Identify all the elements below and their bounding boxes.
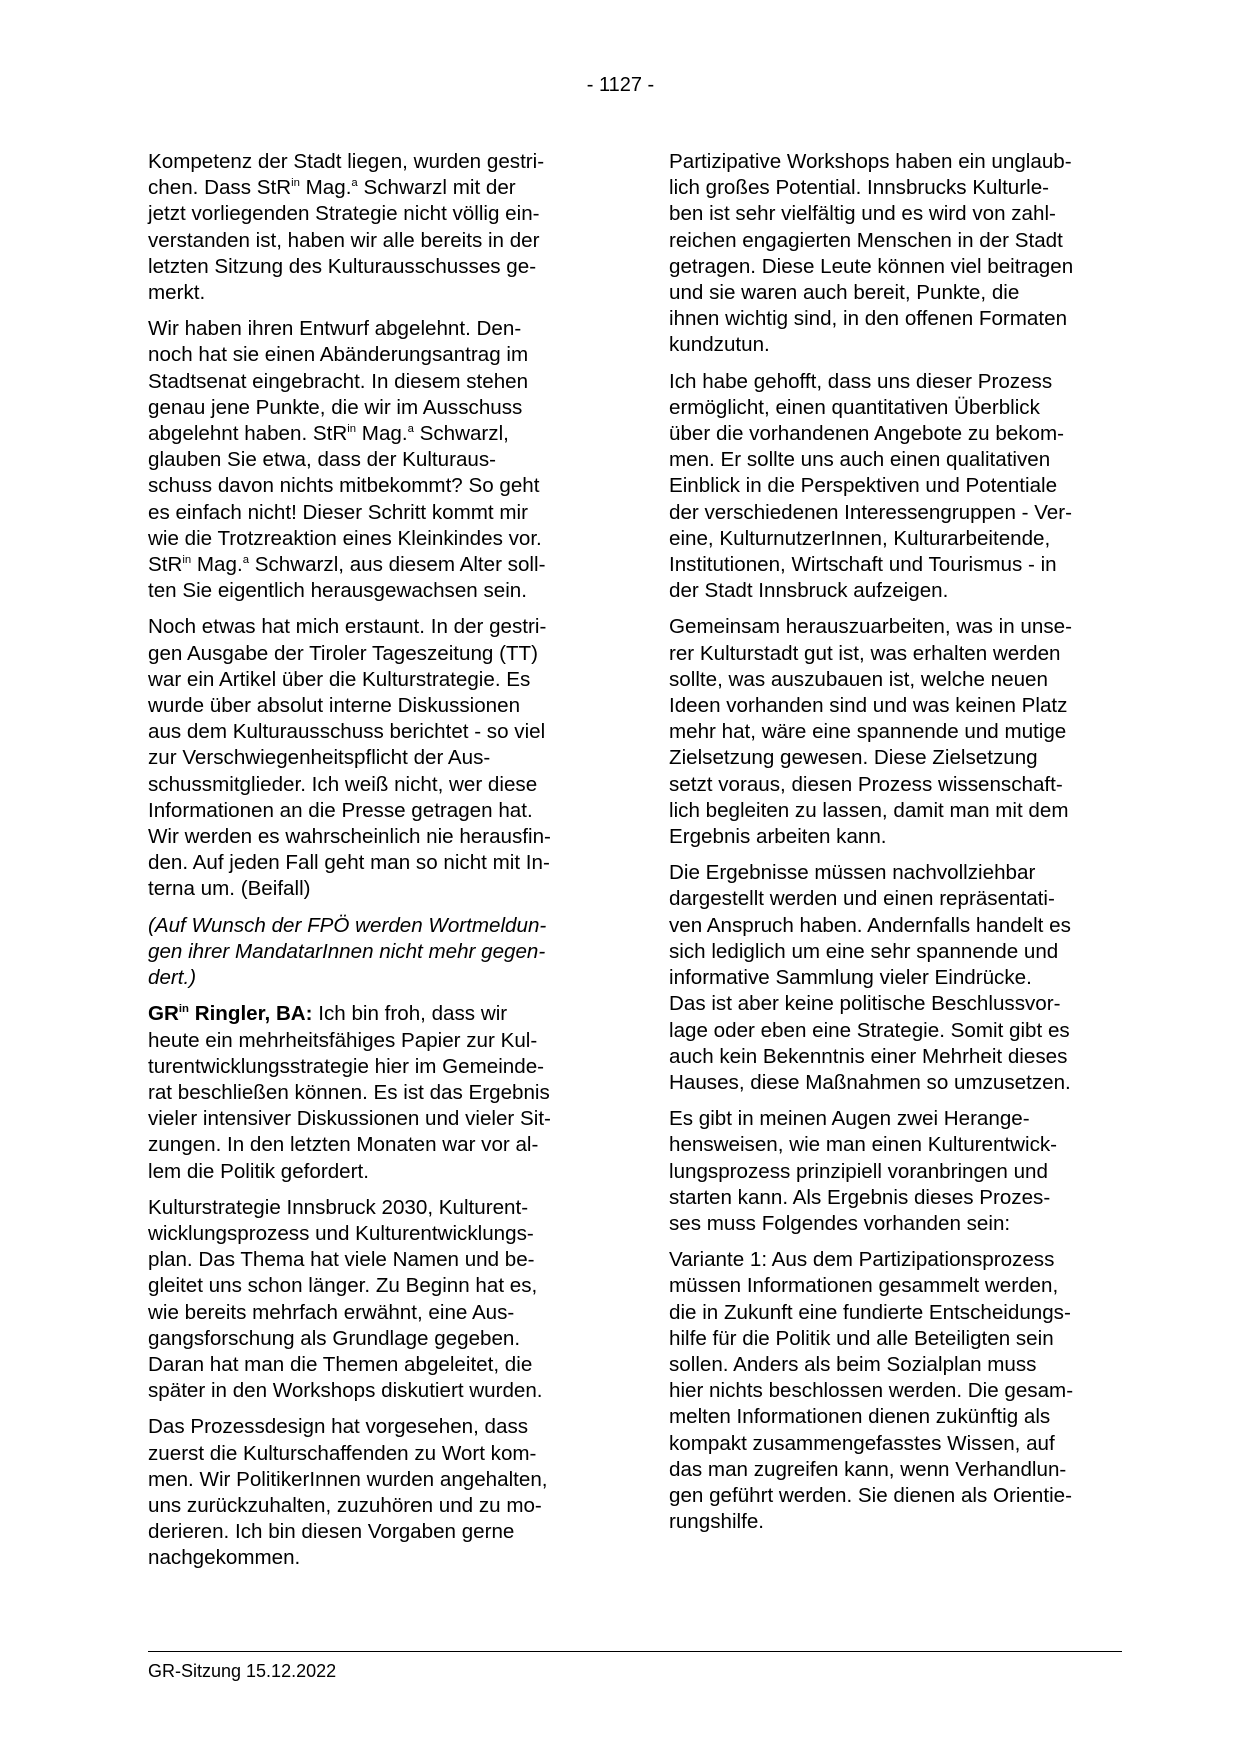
- text-line: Variante 1: Aus dem Partizipationsprozess: [669, 1248, 1055, 1272]
- text-line: sollen. Anders als beim Sozialplan muss: [669, 1352, 1037, 1376]
- text-line: dert.): [148, 966, 197, 990]
- text-line: getragen. Diese Leute können viel beitragen: [669, 254, 1074, 278]
- paragraph: [148, 316, 603, 604]
- text-line: ben ist sehr vielfältig und es wird von zahl-: [669, 202, 1056, 226]
- text-line: eine, KulturnutzerInnen, Kulturarbeitende,: [669, 526, 1051, 550]
- text-line: uns zurückzuhalten, zuzuhören und zu mo-: [148, 1493, 542, 1517]
- text-line: rat beschließen können. Es ist das Ergebnis: [148, 1080, 550, 1104]
- text-line: Ergebnis arbeiten kann.: [669, 825, 887, 849]
- text-line: vieler intensiver Diskussionen und vieler Sit-: [148, 1107, 551, 1131]
- text-line: wie die Trotzreaktion eines Kleinkindes vor.: [148, 526, 542, 550]
- text-line: schussmitglieder. Ich weiß nicht, wer diese: [148, 772, 538, 796]
- text-line: reichen engagierten Menschen in der Stadt: [669, 228, 1063, 252]
- text-line: sollte, was auszubauen ist, welche neuen: [669, 667, 1048, 691]
- text-line: jetzt vorliegenden Strategie nicht völlig ein-: [148, 202, 540, 226]
- text-line: $GR^{in}$ Ringler, BA: Ich bin froh, dass wir: [148, 1002, 508, 1026]
- text-line: hier nichts beschlossen werden. Die gesam-: [669, 1379, 1074, 1403]
- text-line: rer Kulturstadt gut ist, was erhalten werden: [669, 641, 1061, 665]
- paragraph: [148, 614, 603, 902]
- text-line: nachgekommen.: [148, 1546, 301, 1570]
- paragraph: [669, 149, 1124, 359]
- text-line: ven Anspruch haben. Andernfalls handelt es: [669, 913, 1071, 937]
- paragraph: [669, 1247, 1124, 1535]
- text-line: ermöglicht, einen quantitativen Überblick: [669, 395, 1040, 419]
- text-line: chen. Dass StR$^{in}$ Mag.$^a$ Schwarzl mit der: [148, 176, 516, 200]
- text-line: Es gibt in meinen Augen zwei Herange-: [669, 1107, 1030, 1131]
- text-line: Informationen an die Presse getragen hat.: [148, 798, 533, 822]
- text-line: derieren. Ich bin diesen Vorgaben gerne: [148, 1520, 515, 1544]
- text-line: men. Er sollte uns auch einen qualitativen: [669, 448, 1051, 472]
- text-line: gen ihrer MandatarInnen nicht mehr gegen-: [148, 939, 546, 963]
- text-line: hilfe für die Politik und alle Beteiligten sein: [669, 1326, 1054, 1350]
- text-line: wie bereits mehrfach erwähnt, eine Aus-: [148, 1300, 515, 1324]
- text-line: Das Prozessdesign hat vorgesehen, dass: [148, 1415, 529, 1439]
- text-line: lungsprozess prinzipiell voranbringen und: [669, 1159, 1048, 1183]
- text-line: Ich habe gehofft, dass uns dieser Prozess: [669, 369, 1053, 393]
- text-line: ses muss Folgendes vorhanden sein:: [669, 1211, 1011, 1235]
- text-line: schuss davon nichts mitbekommt? So geht: [148, 474, 540, 498]
- text-line: Gemeinsam herauszuarbeiten, was in unse-: [669, 615, 1072, 639]
- text-line: lage oder eben eine Strategie. Somit gibt es: [669, 1018, 1070, 1042]
- text-line: Daran hat man die Themen abgeleitet, die: [148, 1352, 533, 1376]
- text-line: ihnen wichtig sind, in den offenen Formaten: [669, 307, 1068, 331]
- text-line: Das ist aber keine politische Beschlussvor-: [669, 992, 1061, 1016]
- text-line: später in den Workshops diskutiert wurden.: [148, 1379, 543, 1403]
- text-line: kundzutun.: [669, 333, 770, 357]
- text-line: über die vorhandenen Angebote zu bekom-: [669, 422, 1065, 446]
- text-line: lem die Politik gefordert.: [148, 1159, 369, 1183]
- text-line: lich begleiten zu lassen, damit man mit dem: [669, 798, 1069, 822]
- text-line: glauben Sie etwa, dass der Kulturaus-: [148, 448, 497, 472]
- text-line: men. Wir PolitikerInnen wurden angehalten,: [148, 1467, 548, 1491]
- text-line: starten kann. Als Ergebnis dieses Prozes-: [669, 1185, 1051, 1209]
- text-line: Kompetenz der Stadt liegen, wurden gestri-: [148, 150, 545, 173]
- text-line: aus dem Kulturausschuss berichtet - so viel: [148, 720, 546, 744]
- footer-session-date: GR-Sitzung 15.12.2022: [148, 1661, 337, 1681]
- text-line: gleitet uns schon länger. Zu Beginn hat es,: [148, 1274, 538, 1298]
- text-line: Einblick in die Perspektiven und Potentiale: [669, 474, 1058, 498]
- text-line: Noch etwas hat mich erstaunt. In der gestri-: [148, 615, 547, 639]
- text-line: lich großes Potential. Innsbrucks Kulturle-: [669, 176, 1050, 200]
- text-line: noch hat sie einen Abänderungsantrag im: [148, 343, 529, 367]
- text-line: auch kein Bekenntnis einer Mehrheit dieses: [669, 1044, 1068, 1068]
- text-line: Hauses, diese Maßnahmen so umzusetzen.: [669, 1070, 1071, 1094]
- text-line: gangsforschung als Grundlage gegeben.: [148, 1326, 521, 1350]
- right-column: [669, 149, 1124, 1545]
- text-line: hensweisen, wie man einen Kulturentwick-: [669, 1133, 1058, 1157]
- speaker-name: $GR^{in}$ Ringler, BA:: [148, 1002, 313, 1026]
- text-line: das man zugreifen kann, wenn Verhandlun-: [669, 1457, 1067, 1481]
- text-line: und sie waren auch bereit, Punkte, die: [669, 281, 1020, 305]
- text-line: plan. Das Thema hat viele Namen und be-: [148, 1248, 535, 1272]
- text-line: müssen Informationen gesammelt werden,: [669, 1274, 1059, 1298]
- text-line: turentwicklungsstrategie hier im Gemeinde-: [148, 1054, 545, 1078]
- text-line: gen Ausgabe der Tiroler Tageszeitung (TT): [148, 641, 538, 665]
- text-line: abgelehnt haben. StR$^{in}$ Mag.$^a$ Schwarzl,: [148, 422, 509, 446]
- text-line: heute ein mehrheitsfähiges Papier zur Kul-: [148, 1028, 538, 1052]
- paragraph: [148, 1001, 603, 1184]
- paragraph: [669, 860, 1124, 1096]
- text-line: rungshilfe.: [669, 1510, 765, 1534]
- text-line: gen geführt werden. Sie dienen als Orientie-: [669, 1483, 1072, 1507]
- text-line: StR$^{in}$ Mag.$^a$ Schwarzl, aus diesem Alter soll-: [148, 553, 546, 577]
- text-line: Institutionen, Wirtschaft und Tourismus - in: [669, 553, 1057, 577]
- text-line: sich lediglich um eine sehr spannende und: [669, 939, 1059, 963]
- text-line: genau jene Punkte, die wir im Ausschuss: [148, 395, 523, 419]
- paragraph: [148, 149, 603, 306]
- paragraph: [148, 1414, 603, 1571]
- footer-divider: [148, 1651, 1122, 1652]
- paragraph: [669, 1106, 1124, 1237]
- text-line: Zielsetzung gewesen. Diese Zielsetzung: [669, 746, 1038, 770]
- text-line: kompakt zusammengefasstes Wissen, auf: [669, 1431, 1055, 1455]
- paragraph: [669, 614, 1124, 850]
- text-line: terna um. (Beifall): [148, 877, 311, 901]
- text-line: Wir werden es wahrscheinlich nie herausfin-: [148, 825, 551, 849]
- text-line: ten Sie eigentlich herausgewachsen sein.: [148, 579, 527, 603]
- page-number: - 1127 -: [586, 74, 655, 96]
- text-line: zuerst die Kulturschaffenden zu Wort kom-: [148, 1441, 537, 1465]
- text-line: es einfach nicht! Dieser Schritt kommt mir: [148, 500, 528, 524]
- text-line: den. Auf jeden Fall geht man so nicht mit In-: [148, 851, 550, 875]
- text-line: merkt.: [148, 281, 206, 305]
- text-line: wicklungsprozess und Kulturentwicklungs-: [148, 1221, 534, 1245]
- text-line: melten Informationen dienen zukünftig als: [669, 1405, 1051, 1429]
- text-line: Wir haben ihren Entwurf abgelehnt. Den-: [148, 317, 522, 341]
- text-line: war ein Artikel über die Kulturstrategie. Es: [148, 667, 531, 691]
- paragraph: [148, 1195, 603, 1405]
- text-line: der Stadt Innsbruck aufzeigen.: [669, 579, 949, 603]
- text-line: verstanden ist, haben wir alle bereits in der: [148, 228, 540, 252]
- text-line: zungen. In den letzten Monaten war vor al-: [148, 1133, 539, 1157]
- text-line: Partizipative Workshops haben ein unglaub-: [669, 150, 1072, 173]
- text-line: (Auf Wunsch der FPÖ werden Wortmeldun-: [148, 913, 547, 937]
- text-line: Ideen vorhanden sind und was keinen Platz: [669, 694, 1068, 718]
- text-line: mehr hat, wäre eine spannende und mutige: [669, 720, 1067, 744]
- text-line: die in Zukunft eine fundierte Entscheidungs-: [669, 1300, 1071, 1324]
- text-line: der verschiedenen Interessengruppen - Ver-: [669, 500, 1072, 524]
- paragraph: [669, 369, 1124, 605]
- text-line: Kulturstrategie Innsbruck 2030, Kulturent-: [148, 1195, 529, 1219]
- left-column: [148, 149, 603, 1582]
- text-line: setzt voraus, diesen Prozess wissenschaft-: [669, 772, 1063, 796]
- text-line: wurde über absolut interne Diskussionen: [148, 694, 521, 718]
- text-line: letzten Sitzung des Kulturausschusses ge-: [148, 254, 537, 278]
- text-line: informative Sammlung vieler Eindrücke.: [669, 966, 1032, 990]
- editorial-note: [148, 913, 603, 992]
- text-line: Stadtsenat eingebracht. In diesem stehen: [148, 369, 529, 393]
- text-line: dargestellt werden und einen repräsentati-: [669, 887, 1055, 911]
- text-line: zur Verschwiegenheitspflicht der Aus-: [148, 746, 491, 770]
- text-line: Die Ergebnisse müssen nachvollziehbar: [669, 861, 1036, 885]
